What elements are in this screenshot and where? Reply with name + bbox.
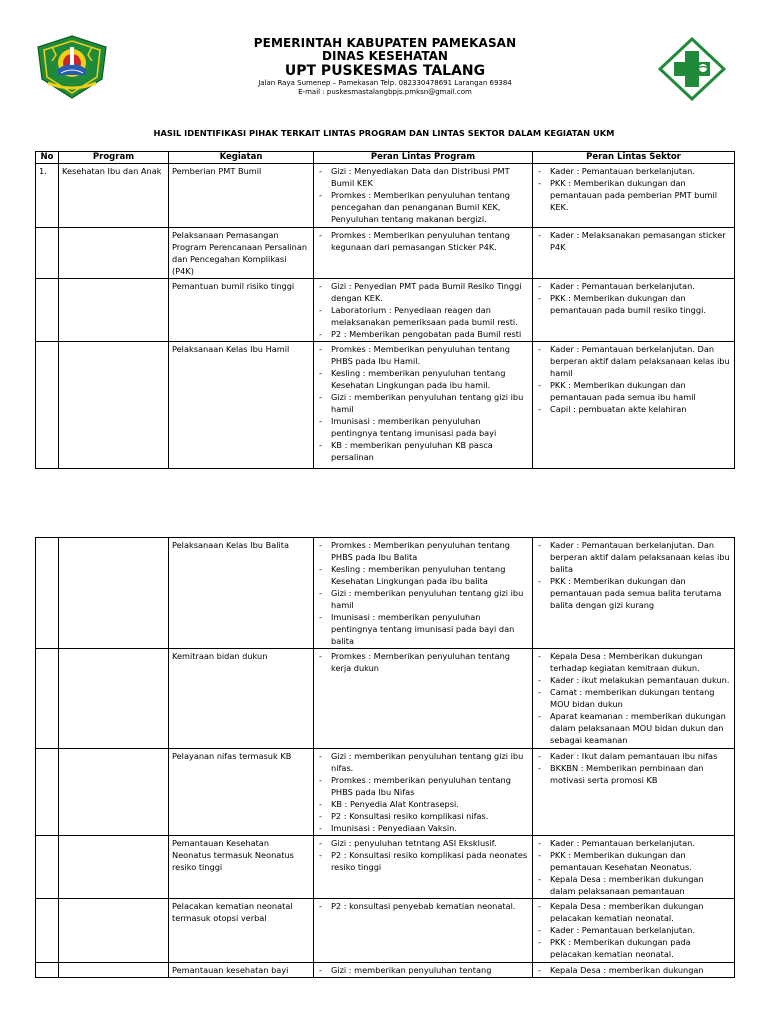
bullet-list: [317, 650, 529, 674]
cell-no: 1.: [36, 164, 59, 228]
cell-lintas-program: [314, 836, 533, 899]
bullet-list: [536, 900, 731, 960]
cell-lintas-program: [314, 164, 533, 228]
col-header-program: Program: [59, 152, 169, 164]
list-item: - Kader : Pemantauan berkelanjutan. Dan berperan aktif dalam pelaksanaan kelas ibu balita: [536, 539, 731, 575]
bullet-list: [536, 837, 731, 897]
cell-lintas-program: [314, 963, 533, 978]
cell-lintas-program: [314, 279, 533, 342]
table-row: [36, 899, 735, 963]
list-item: - Imunisasi : Penyediaan Vaksin.: [317, 822, 529, 834]
list-item: - Kader : Pemantauan berkelanjutan. Dan berperan aktif dalam pelaksanaan kelas ibu hamil: [536, 343, 731, 379]
cell-program: [59, 836, 169, 899]
cell-no: [36, 649, 59, 749]
bullet-list: [317, 964, 529, 976]
bullet-list: [536, 539, 731, 611]
bullet-list: [536, 165, 731, 213]
cell-lintas-sektor: [533, 836, 735, 899]
cell-kegiatan: Pelayanan nifas termasuk KB: [169, 749, 314, 836]
letterhead-text: [150, 36, 620, 97]
cell-program: [59, 279, 169, 342]
ukm-table-page2: [35, 537, 735, 978]
cell-program: [59, 649, 169, 749]
cell-lintas-sektor: [533, 164, 735, 228]
table-row: [36, 228, 735, 279]
cell-kegiatan: Kemitraan bidan dukun: [169, 649, 314, 749]
list-item: - Imunisasi : memberikan penyuluhan pentingnya tentang imunisasi pada bayi dan balita: [317, 611, 529, 647]
list-item: - PKK : Memberikan dukungan pada pelacakan kematian neonatal.: [536, 936, 731, 960]
list-item: - Aparat keamanan : memberikan dukungan dalam pelaksanaan MOU bidan dukun dan sebagai keamanan: [536, 710, 731, 746]
cell-lintas-sektor: [533, 649, 735, 749]
cell-lintas-program: [314, 538, 533, 649]
bullet-list: [536, 650, 731, 746]
bullet-list: [536, 750, 731, 786]
list-item: - P2 : Konsultasi resiko komplikasi pada neonates resiko tinggi: [317, 849, 529, 873]
list-item: - Kader : Pemantauan berkelanjutan.: [536, 837, 731, 849]
bullet-list: [536, 964, 731, 976]
document-title: HASIL IDENTIFIKASI PIHAK TERKAIT LINTAS PROGRAM DAN LINTAS SEKTOR DALAM KEGIATAN UKM: [153, 128, 615, 138]
bullet-list: [317, 165, 529, 225]
cell-lintas-program: [314, 899, 533, 963]
bullet-list: [317, 280, 529, 340]
list-item: - Laboratorium : Penyediaan reagen dan melaksanakan pemeriksaan pada bumil resti.: [317, 304, 529, 328]
table-row: [36, 279, 735, 342]
list-item: - Gizi : Menyediakan Data dan Distribusi PMT Bumil KEK: [317, 165, 529, 189]
cell-program: [59, 342, 169, 469]
list-item: - PKK : Memberikan dukungan dan pemantauan pada bumil resiko tinggi.: [536, 292, 731, 316]
cell-kegiatan: Pemantauan kesehatan bayi: [169, 963, 314, 978]
cell-lintas-program: [314, 749, 533, 836]
list-item: - PKK : Memberikan dukungan dan pemantauan pada pemberian PMT bumil KEK.: [536, 177, 731, 213]
col-header-kegiatan: Kegiatan: [169, 152, 314, 164]
list-item: - Kepala Desa : Memberikan dukungan terhadap kegiatan kemitraan dukun.: [536, 650, 731, 674]
cell-no: [36, 538, 59, 649]
list-item: - BKKBN : Memberikan pembinaan dan motivasi serta promosi KB: [536, 762, 731, 786]
list-item: - Kesling : memberikan penyuluhan tentang Kesehatan Lingkungan pada ibu hamil.: [317, 367, 529, 391]
list-item: - Gizi : memberikan penyuluhan tentang gizi ibu hamil: [317, 391, 529, 415]
list-item: - KB : memberikan penyuluhan KB pasca persalinan: [317, 439, 529, 463]
table-row: [36, 749, 735, 836]
list-item: - Gizi : Penyedian PMT pada Bumil Resiko Tinggi dengan KEK.: [317, 280, 529, 304]
list-item: - Gizi : penyuluhan tetntang ASI Eksklusif.: [317, 837, 529, 849]
cell-kegiatan: Pelaksanaan Kelas Ibu Hamil: [169, 342, 314, 469]
puskesmas-name: UPT PUSKESMAS TALANG: [284, 63, 486, 79]
table-row: [36, 649, 735, 749]
list-item: - Kader : Melaksanakan pemasangan sticker P4K: [536, 229, 731, 253]
cell-lintas-program: [314, 228, 533, 279]
cell-no: [36, 279, 59, 342]
email: E-mail : puskesmastalangbpjs.pmksn@gmail.com: [298, 88, 472, 96]
cell-no: [36, 963, 59, 978]
list-item: - Kader : ikut melakukan pemantauan dukun.: [536, 674, 731, 686]
cell-kegiatan: Pelacakan kematian neonatal termasuk otopsi verbal: [169, 899, 314, 963]
list-item: - Promkes : Memberikan penyuluhan tentang kegunaan dari pemasangan Sticker P4K.: [317, 229, 529, 253]
cell-kegiatan: Pemantauan Kesehatan Neonatus termasuk Neonatus resiko tinggi: [169, 836, 314, 899]
list-item: - P2 : konsultasi penyebab kematian neonatal.: [317, 900, 529, 912]
list-item: - Kepala Desa : memberikan dukungan: [536, 964, 731, 976]
bullet-list: [317, 837, 529, 873]
list-item: - Capil : pembuatan akte kelahiran: [536, 403, 731, 415]
list-item: - Promkes : Memberikan penyuluhan tentang PHBS pada Ibu Balita: [317, 539, 529, 563]
cell-program: [59, 899, 169, 963]
puskesmas-cross-icon: [658, 37, 726, 101]
bullet-list: [317, 229, 529, 253]
cell-program: [59, 749, 169, 836]
agency-name: DINAS KESEHATAN: [322, 49, 448, 63]
cell-lintas-sektor: [533, 749, 735, 836]
government-name: PEMERINTAH KABUPATEN PAMEKASAN: [253, 36, 517, 50]
cell-lintas-sektor: [533, 279, 735, 342]
cell-kegiatan: Pemberian PMT Bumil: [169, 164, 314, 228]
address: Jalan Raya Sumenep – Pamekasan Telp. 082330478691 Larangan 69384: [258, 79, 512, 87]
cell-lintas-sektor: [533, 899, 735, 963]
list-item: - Promkes : memberikan penyuluhan tentang PHBS pada Ibu Nifas: [317, 774, 529, 798]
cell-program: [59, 228, 169, 279]
list-item: - Imunisasi : memberikan penyuluhan pentingnya tentang imunisasi pada bayi: [317, 415, 529, 439]
cell-no: [36, 228, 59, 279]
list-item: - Camat : memberikan dukungan tentang MOU bidan dukun: [536, 686, 731, 710]
cell-lintas-sektor: [533, 342, 735, 469]
bullet-list: [317, 343, 529, 463]
bullet-list: [536, 280, 731, 316]
list-item: - PKK : Memberikan dukungan dan pemantauan pada semua balita terutama balita dengan gizi kurang: [536, 575, 731, 611]
cell-program: [59, 963, 169, 978]
cell-lintas-program: [314, 342, 533, 469]
cell-kegiatan: Pelaksanaan Kelas Ibu Balita: [169, 538, 314, 649]
table-row: [36, 963, 735, 978]
bullet-list: [317, 539, 529, 647]
bullet-list: [536, 229, 731, 253]
pamekasan-regency-emblem-icon: [36, 35, 108, 99]
list-item: - Kesling : memberikan penyuluhan tentang Kesehatan Lingkungan pada ibu balita: [317, 563, 529, 587]
list-item: - P2 : Konsultasi resiko komplikasi nifas.: [317, 810, 529, 822]
table-row: [36, 836, 735, 899]
list-item: - Kepala Desa : memberikan dukungan pelacakan kematian neonatal.: [536, 900, 731, 924]
cell-lintas-sektor: [533, 228, 735, 279]
ukm-table-page1: [35, 151, 735, 469]
cell-program: [59, 538, 169, 649]
bullet-list: [536, 343, 731, 415]
bullet-list: [317, 750, 529, 834]
cell-lintas-sektor: [533, 538, 735, 649]
list-item: - Kader : Pemantauan berkelanjutan.: [536, 924, 731, 936]
cell-no: [36, 342, 59, 469]
list-item: - Promkes : Memberikan penyuluhan tentang PHBS pada Ibu Hamil.: [317, 343, 529, 367]
list-item: - P2 : Memberikan pengobatan pada Bumil resti: [317, 328, 529, 340]
list-item: - PKK : Memberikan dukungan dan pemantauan Kesehatan Neonatus.: [536, 849, 731, 873]
list-item: - Gizi : memberikan penyuluhan tentang gizi ibu hamil: [317, 587, 529, 611]
list-item: - Kepala Desa : memberikan dukungan dalam pelaksanaan pemantauan: [536, 873, 731, 897]
cell-no: [36, 899, 59, 963]
cell-kegiatan: Pemantuan bumil risiko tinggi: [169, 279, 314, 342]
cell-lintas-program: [314, 649, 533, 749]
letterhead: [0, 0, 768, 110]
col-header-lintas-program: Peran Lintas Program: [314, 152, 533, 164]
list-item: - Promkes : Memberikan penyuluhan tentang kerja dukun: [317, 650, 529, 674]
list-item: - Gizi : memberikan penyuluhan tentang: [317, 964, 529, 976]
cell-no: [36, 749, 59, 836]
bullet-list: [317, 900, 529, 912]
list-item: - KB : Penyedia Alat Kontrasepsi.: [317, 798, 529, 810]
cell-kegiatan: Pelaksanaan Pemasangan Program Perencanaan Persalinan dan Pencegahan Komplikasi (P4K): [169, 228, 314, 279]
list-item: - Kader : Pemantauan berkelanjutan.: [536, 165, 731, 177]
list-item: - Promkes : Memberikan penyuluhan tentang pencegahan dan penanganan Bumil KEK, Penyuluhan tentang makanan bergizi.: [317, 189, 529, 225]
col-header-lintas-sektor: Peran Lintas Sektor: [533, 152, 735, 164]
cell-no: [36, 836, 59, 899]
list-item: - PKK : Memberikan dukungan dan pemantauan pada semua ibu hamil: [536, 379, 731, 403]
col-header-no: No: [36, 152, 59, 164]
table-header-row: [36, 152, 735, 164]
list-item: - Kader : Pemantauan berkelanjutan.: [536, 280, 731, 292]
table-row: [36, 538, 735, 649]
list-item: - Kader : Ikut dalam pemantauan ibu nifas: [536, 750, 731, 762]
list-item: - Gizi : memberikan penyuluhan tentang gizi ibu nifas.: [317, 750, 529, 774]
table-row: [36, 164, 735, 228]
cell-program: Kesehatan Ibu dan Anak: [59, 164, 169, 228]
cell-lintas-sektor: [533, 963, 735, 978]
table-row: [36, 342, 735, 469]
